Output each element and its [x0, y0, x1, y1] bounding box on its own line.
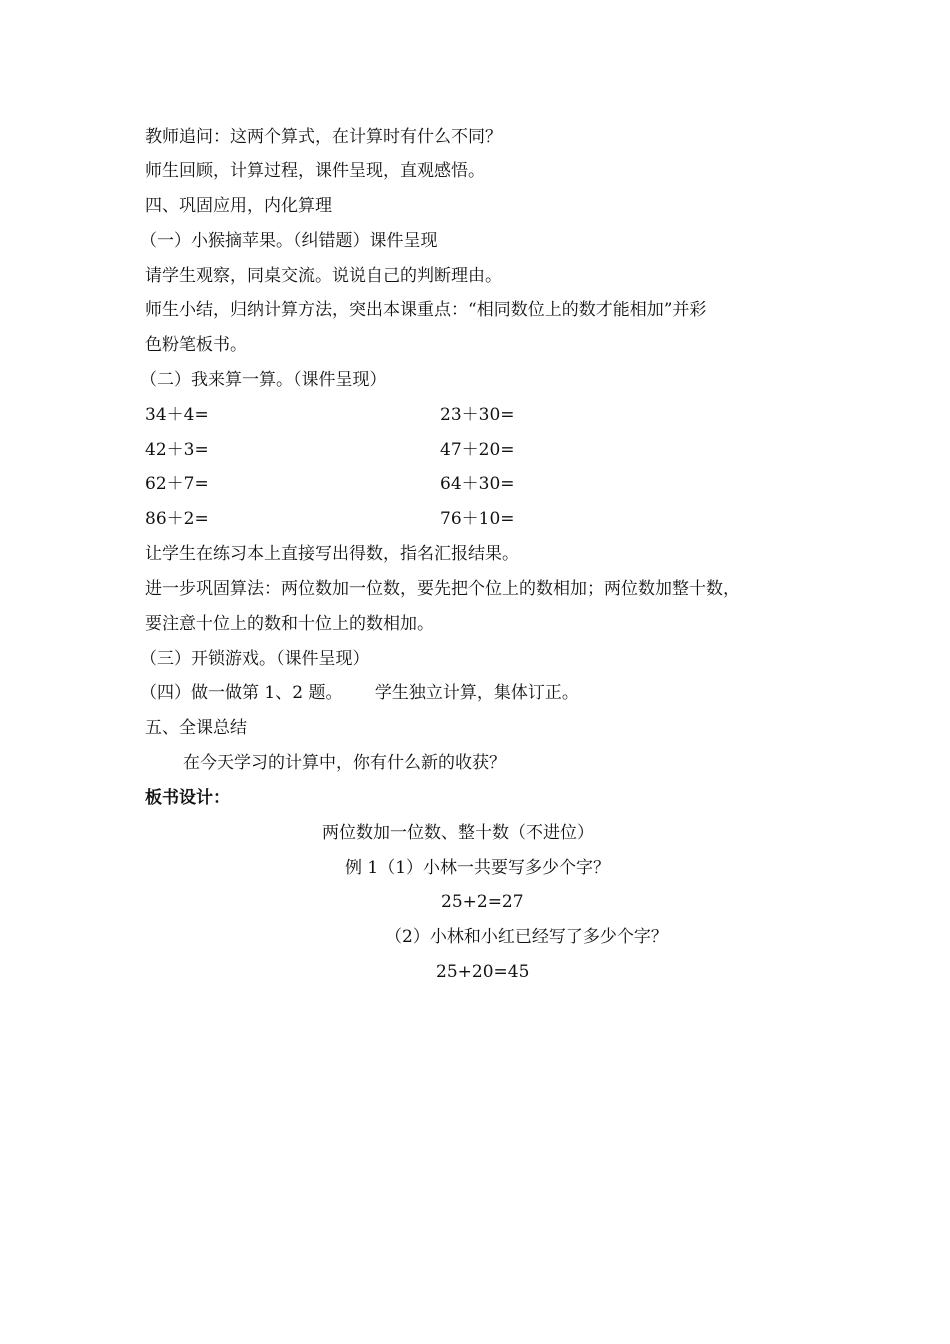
board-title: 两位数加一位数、整十数（不进位）	[322, 823, 594, 843]
board-equation-2: 25+20=45	[436, 962, 530, 982]
paragraph-line: 在今天学习的计算中，你有什么新的收获？	[183, 753, 506, 773]
paragraph-line: 色粉笔板书。	[145, 335, 247, 355]
subsection-heading: （四）做一做第 1、2 题。 学生独立计算，集体订正。	[140, 683, 579, 703]
subsection-heading: （三）开锁游戏。（课件呈现）	[140, 649, 370, 669]
paragraph-line: 师生小结，归纳计算方法，突出本课重点：“相同数位上的数才能相加”并彩	[145, 300, 707, 320]
board-question-1: 例 1（1）小林一共要写多少个字？	[345, 858, 611, 878]
exercise-right: 64＋30=	[440, 474, 515, 494]
paragraph-line: 教师追问：这两个算式，在计算时有什么不同？	[145, 127, 502, 147]
subsection-heading: （一）小猴摘苹果。（纠错题）课件呈现	[140, 231, 438, 251]
board-design-heading: 板书设计：	[145, 788, 230, 808]
subsection-heading: （二）我来算一算。（课件呈现）	[140, 370, 387, 390]
exercise-right: 23＋30=	[440, 405, 515, 425]
paragraph-line: 要注意十位上的数和十位上的数相加。	[145, 614, 434, 634]
paragraph-line: 师生回顾，计算过程，课件呈现，直观感悟。	[145, 161, 485, 181]
exercise-left: 42＋3=	[145, 440, 209, 460]
section-heading: 五、全课总结	[145, 718, 247, 738]
section-heading: 四、巩固应用，内化算理	[145, 196, 332, 216]
paragraph-line: 请学生观察，同桌交流。说说自己的判断理由。	[145, 266, 502, 286]
exercise-left: 62＋7=	[145, 474, 209, 494]
paragraph-line: 让学生在练习本上直接写出得数，指名汇报结果。	[145, 544, 519, 564]
exercise-right: 47＋20=	[440, 440, 515, 460]
paragraph-line: 进一步巩固算法：两位数加一位数，要先把个位上的数相加；两位数加整十数，	[145, 579, 740, 599]
exercise-left: 86＋2=	[145, 509, 209, 529]
board-question-2: （2）小林和小红已经写了多少个字？	[385, 927, 668, 947]
exercise-right: 76＋10=	[440, 509, 515, 529]
exercise-left: 34＋4=	[145, 405, 209, 425]
board-equation-1: 25+2=27	[441, 892, 524, 912]
